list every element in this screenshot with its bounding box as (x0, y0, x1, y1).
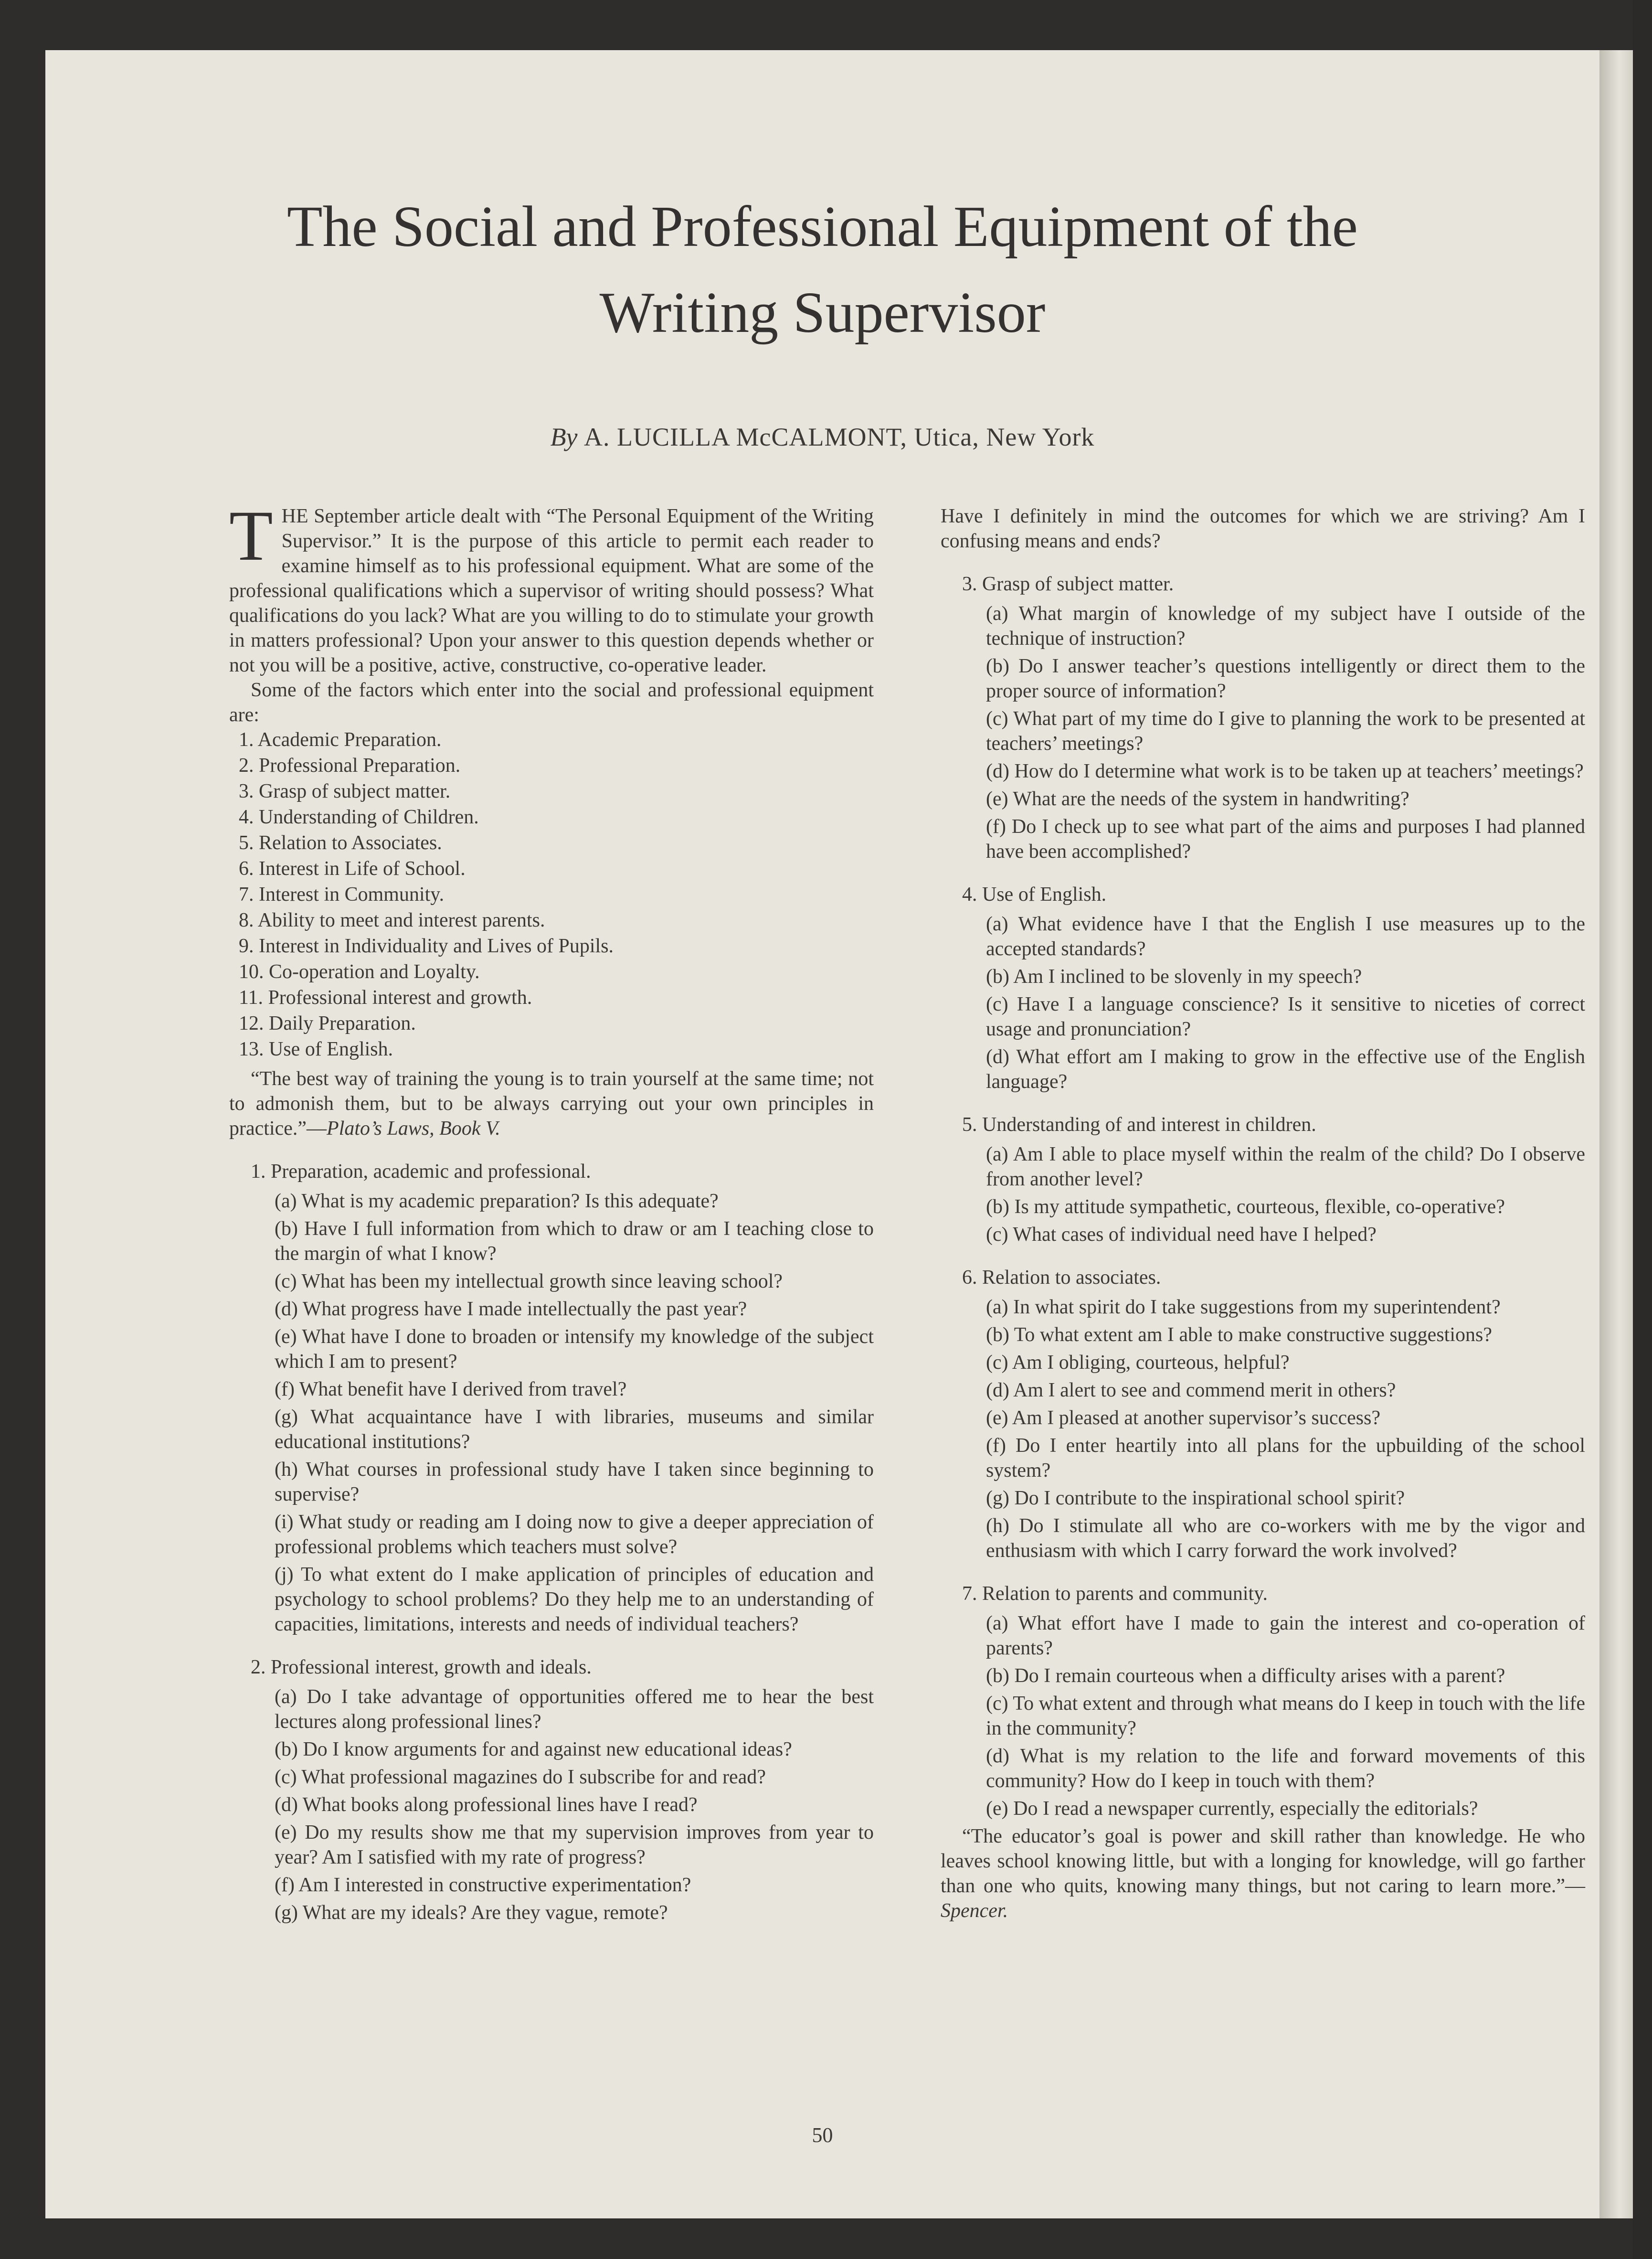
byline-by: By (550, 423, 578, 451)
factor-item: 5. Relation to Associates. (239, 832, 442, 854)
question-item: (c) Have I a language conscience? Is it sensitive to niceties of correct usage and pronunciation? (986, 993, 1585, 1040)
article-page (45, 50, 1599, 2218)
question-item: (f) What benefit have I derived from travel? (275, 1378, 627, 1400)
continued-question: Have I definitely in mind the outcomes for which we are striving? Am I confusing means and ends? (941, 505, 1585, 552)
question-item: (b) Do I remain courteous when a difficulty arises with a parent? (986, 1665, 1505, 1687)
factor-item: 10. Co-operation and Loyalty. (239, 961, 480, 983)
question-item: (b) To what extent am I able to make constructive suggestions? (986, 1324, 1492, 1346)
byline-author: A. LUCILLA McCALMONT, Utica, New York (584, 423, 1095, 451)
question-item: (a) What is my academic preparation? Is this adequate? (275, 1190, 719, 1212)
factors-intro: Some of the factors which enter into the social and professional equipment are: (229, 679, 874, 726)
question-item: (c) What has been my intellectual growth since leaving school? (275, 1270, 783, 1292)
factor-item: 12. Daily Preparation. (239, 1012, 416, 1034)
factor-item: 8. Ability to meet and interest parents. (239, 909, 545, 931)
factors-list (229, 727, 874, 1062)
question-item: (c) What cases of individual need have I helped? (986, 1224, 1377, 1246)
question-item: (i) What study or reading am I doing now to give a deeper appreciation of professional problems which teachers must solve? (275, 1511, 874, 1558)
section-heading: 4. Use of English. (962, 884, 1107, 906)
question-item: (f) Am I interested in constructive experimentation? (275, 1874, 691, 1896)
left-column (229, 496, 874, 1928)
question-item: (d) What effort am I making to grow in the effective use of the English language? (986, 1046, 1585, 1093)
question-section (941, 1265, 1585, 1563)
intro-paragraph (229, 496, 874, 678)
page-number: 50 (812, 2123, 833, 2147)
spencer-quote-source: Spencer. (941, 1900, 1008, 1922)
question-item: (a) Am I able to place myself within the realm of the child? Do I observe from another level? (986, 1143, 1585, 1190)
factor-item: 7. Interest in Community. (239, 884, 445, 906)
question-item: (d) How do I determine what work is to be taken up at teachers’ meetings? (986, 760, 1584, 782)
question-item: (d) What is my relation to the life and forward movements of this community? How do I keep in touch with them? (986, 1745, 1585, 1792)
right-sections (941, 572, 1585, 1821)
section-heading: 3. Grasp of subject matter. (962, 573, 1174, 595)
factor-item: 1. Academic Preparation. (239, 729, 442, 751)
question-item: (f) Do I check up to see what part of the aims and purposes I had planned have been accomplished? (986, 816, 1585, 863)
question-section (941, 882, 1585, 1094)
plato-quote-text: “The best way of training the young is to train yourself at the same time; not to admonish them, but to be always carrying out your own principles in practice.”— (229, 1068, 874, 1140)
question-item: (a) What effort have I made to gain the interest and co-operation of parents? (986, 1612, 1585, 1659)
question-item: (d) Am I alert to see and commend merit in others? (986, 1379, 1396, 1401)
factor-item: 2. Professional Preparation. (239, 755, 461, 777)
spencer-quote-text: “The educator’s goal is power and skill rather than knowledge. He who leaves school knowing little, but with a longing for knowledge, will go farther than one who quits, knowing many things, but not caring to learn more.”— (941, 1825, 1585, 1897)
question-item: (g) What acquaintance have I with libraries, museums and similar educational institutions? (275, 1406, 874, 1453)
plato-quote-source: Plato’s Laws, Book V. (327, 1118, 500, 1140)
binding-shadow (1633, 0, 1652, 2259)
question-section (229, 1159, 874, 1637)
question-item: (a) In what spirit do I take suggestions from my superintendent? (986, 1296, 1501, 1318)
question-item: (c) To what extent and through what means do I keep in touch with the life in the community? (986, 1693, 1585, 1739)
question-item: (b) Have I full information from which to draw or am I teaching close to the margin of what I know? (275, 1218, 874, 1265)
plato-quote (229, 1066, 874, 1141)
drop-cap: T (229, 496, 273, 575)
question-item: (g) What are my ideals? Are they vague, remote? (275, 1902, 668, 1924)
question-section (229, 1655, 874, 1925)
question-item: (g) Do I contribute to the inspirational school spirit? (986, 1487, 1405, 1509)
question-item: (c) What part of my time do I give to planning the work to be presented at teachers’ meetings? (986, 708, 1585, 755)
section-heading: 6. Relation to associates. (962, 1267, 1161, 1289)
question-item: (h) What courses in professional study have I taken since beginning to supervise? (275, 1459, 874, 1505)
article-title-line-1: The Social and Professional Equipment of the (287, 194, 1358, 259)
section-heading: 5. Understanding of and interest in children. (962, 1114, 1316, 1136)
question-item: (b) Am I inclined to be slovenly in my speech? (986, 966, 1362, 988)
question-item: (e) Am I pleased at another supervisor’s success? (986, 1407, 1381, 1429)
section-heading: 7. Relation to parents and community. (962, 1583, 1268, 1605)
question-section (941, 1581, 1585, 1821)
question-item: (e) Do my results show me that my supervision improves from year to year? Am I satisfied with my rate of progress? (275, 1822, 874, 1868)
factor-item: 4. Understanding of Children. (239, 806, 479, 828)
right-column (941, 504, 1585, 1923)
question-item: (a) What margin of knowledge of my subject have I outside of the technique of instruction? (986, 603, 1585, 650)
spencer-quote (941, 1824, 1585, 1923)
byline (45, 420, 1599, 454)
section-heading: 2. Professional interest, growth and ideals. (251, 1656, 592, 1678)
question-item: (d) What progress have I made intellectually the past year? (275, 1298, 747, 1320)
question-item: (b) Do I know arguments for and against new educational ideas? (275, 1738, 792, 1760)
question-section (941, 1112, 1585, 1247)
factor-item: 9. Interest in Individuality and Lives of Pupils. (239, 935, 614, 957)
left-sections (229, 1159, 874, 1925)
factor-item: 3. Grasp of subject matter. (239, 780, 451, 802)
section-heading: 1. Preparation, academic and professional. (251, 1161, 591, 1183)
question-item: (e) Do I read a newspaper currently, especially the editorials? (986, 1798, 1478, 1820)
question-item: (c) What professional magazines do I subscribe for and read? (275, 1766, 766, 1788)
question-item: (a) Do I take advantage of opportunities offered me to hear the best lectures along professional lines? (275, 1686, 874, 1733)
question-item: (c) Am I obliging, courteous, helpful? (986, 1352, 1290, 1374)
question-section (941, 572, 1585, 864)
question-item: (e) What have I done to broaden or intensify my knowledge of the subject which I am to present? (275, 1326, 874, 1373)
question-item: (a) What evidence have I that the English I use measures up to the accepted standards? (986, 913, 1585, 960)
question-item: (j) To what extent do I make application of principles of education and psychology to school problems? Do they help me to an understanding of capacities, limitations, interests and needs of individual teachers? (275, 1564, 874, 1635)
question-item: (b) Do I answer teacher’s questions intelligently or direct them to the proper source of information? (986, 655, 1585, 702)
factor-item: 11. Professional interest and growth. (239, 987, 532, 1009)
question-item: (h) Do I stimulate all who are co-workers with me by the vigor and enthusiasm with which I carry forward the work involved? (986, 1515, 1585, 1562)
question-item: (f) Do I enter heartily into all plans for the upbuilding of the school system? (986, 1435, 1585, 1481)
intro-text: HE September article dealt with “The Personal Equipment of the Writing Supervisor.” It is the purpose of this article to permit each reader to examine himself as to his professional equipment. What are some of the professional qualifications which a supervisor of writing should possess? What qualifications do you lack? What are you willing to do to stimulate your growth in matters professional? Upon your answer to this question depends whether or not you will be a positive, active, constructive, co-operative leader. (229, 505, 874, 676)
article-title-line-2: Writing Supervisor (599, 280, 1046, 345)
question-item: (e) What are the needs of the system in handwriting? (986, 788, 1409, 810)
question-item: (d) What books along professional lines have I read? (275, 1794, 698, 1816)
factor-item: 13. Use of English. (239, 1038, 393, 1060)
page-edge (1599, 50, 1633, 2218)
factor-item: 6. Interest in Life of School. (239, 858, 466, 880)
question-item: (b) Is my attitude sympathetic, courteous, flexible, co-operative? (986, 1196, 1505, 1218)
